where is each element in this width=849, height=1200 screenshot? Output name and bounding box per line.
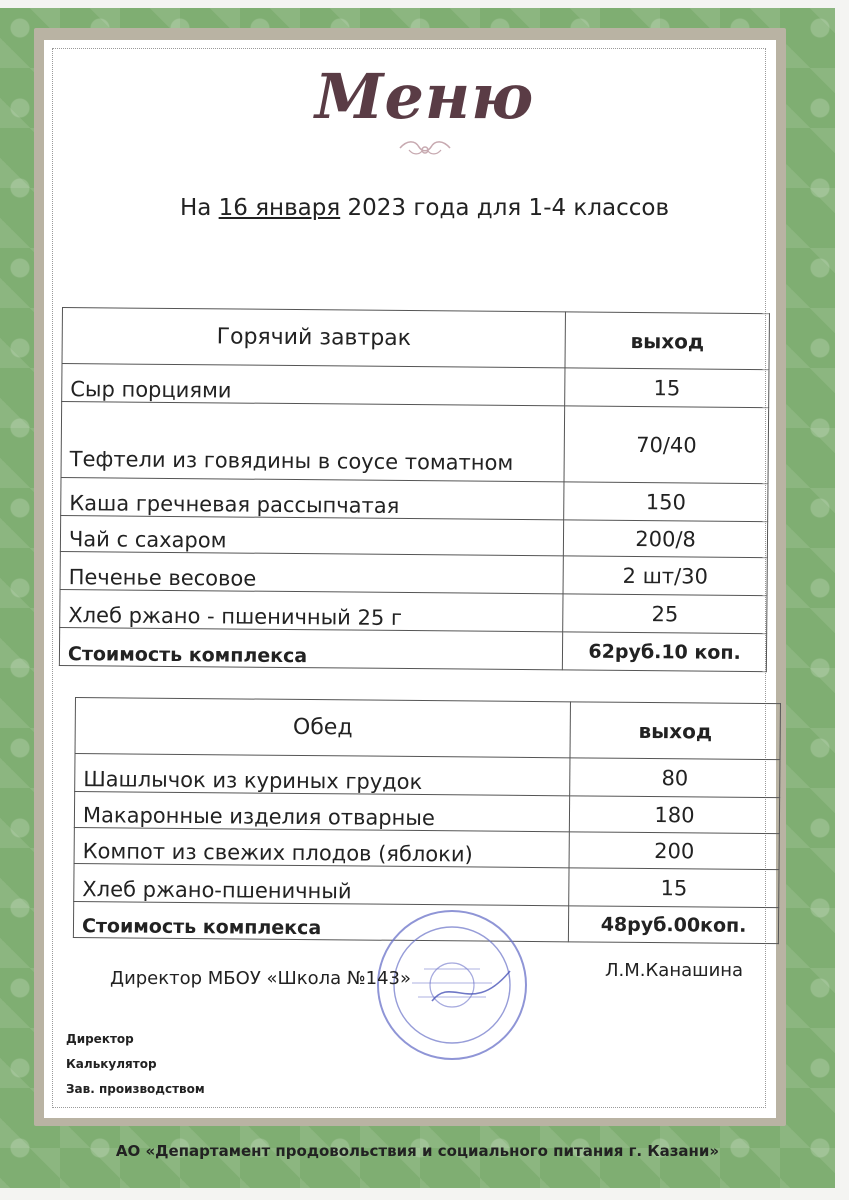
director-position: Директор МБОУ «Школа №143» <box>110 968 412 989</box>
table-row <box>60 551 767 595</box>
lunch-value-header: выход <box>570 702 780 760</box>
dish-portion: 70/40 <box>564 406 768 484</box>
table-header-row <box>62 308 769 370</box>
breakfast-header: Горячий завтрак <box>62 308 566 368</box>
signoff-production-head: Зав. производством <box>66 1082 205 1096</box>
dish-portion: 15 <box>569 868 779 908</box>
dish-portion: 180 <box>569 796 779 834</box>
subtitle-suffix: 2023 года для 1-4 классов <box>340 195 670 221</box>
subtitle-date: 16 января <box>218 195 341 221</box>
table-row <box>61 402 769 484</box>
table-row <box>62 364 769 408</box>
signoff-calculator: Калькулятор <box>66 1057 157 1071</box>
dish-name: Каша гречневая рассыпчатая <box>61 477 564 519</box>
breakfast-value-header: выход <box>565 312 769 370</box>
total-label: Стоимость комплекса <box>73 901 568 941</box>
total-price: 48руб.00коп. <box>568 906 778 944</box>
table-row <box>60 515 767 557</box>
menu-subtitle <box>0 195 849 221</box>
footer-organization: АО «Департамент продовольствия и социального питания г. Казани» <box>115 1142 720 1160</box>
dish-name: Компот из свежих плодов (яблоки) <box>74 827 569 867</box>
dish-portion: 150 <box>564 482 768 522</box>
table-header-row <box>75 698 780 760</box>
total-row <box>59 627 766 671</box>
director-name: Л.М.Канашина <box>605 960 744 981</box>
dish-portion: 80 <box>570 758 780 798</box>
breakfast-table <box>59 307 770 672</box>
total-label: Стоимость комплекса <box>59 627 562 669</box>
dish-portion: 200/8 <box>564 520 768 558</box>
dish-portion: 25 <box>563 594 767 634</box>
dish-portion: 200 <box>569 832 779 870</box>
dish-name: Тефтели из говядины в соусе томатном <box>61 402 565 482</box>
table-row <box>61 477 768 521</box>
signoff-director: Директор <box>66 1032 134 1046</box>
table-row <box>74 792 779 834</box>
subtitle-prefix: На <box>179 195 219 221</box>
ornament-icon <box>395 138 455 158</box>
dish-name: Макаронные изделия отварные <box>74 792 569 832</box>
dish-portion: 15 <box>565 368 769 408</box>
table-row <box>74 863 779 907</box>
dish-name: Хлеб ржано-пшеничный <box>74 863 569 905</box>
dish-name: Сыр порциями <box>62 364 565 406</box>
dish-name: Шашлычок из куриных грудок <box>75 754 570 796</box>
menu-title: Меню <box>314 60 535 133</box>
total-price: 62руб.10 коп. <box>563 632 767 672</box>
table-row <box>60 589 767 633</box>
dish-portion: 2 шт/30 <box>563 556 767 596</box>
dish-name: Хлеб ржано - пшеничный 25 г <box>60 589 563 631</box>
lunch-header: Обед <box>75 698 571 758</box>
dish-name: Печенье весовое <box>60 551 563 593</box>
table-row <box>75 754 780 798</box>
dish-name: Чай с сахаром <box>60 515 563 555</box>
table-row <box>74 827 779 869</box>
